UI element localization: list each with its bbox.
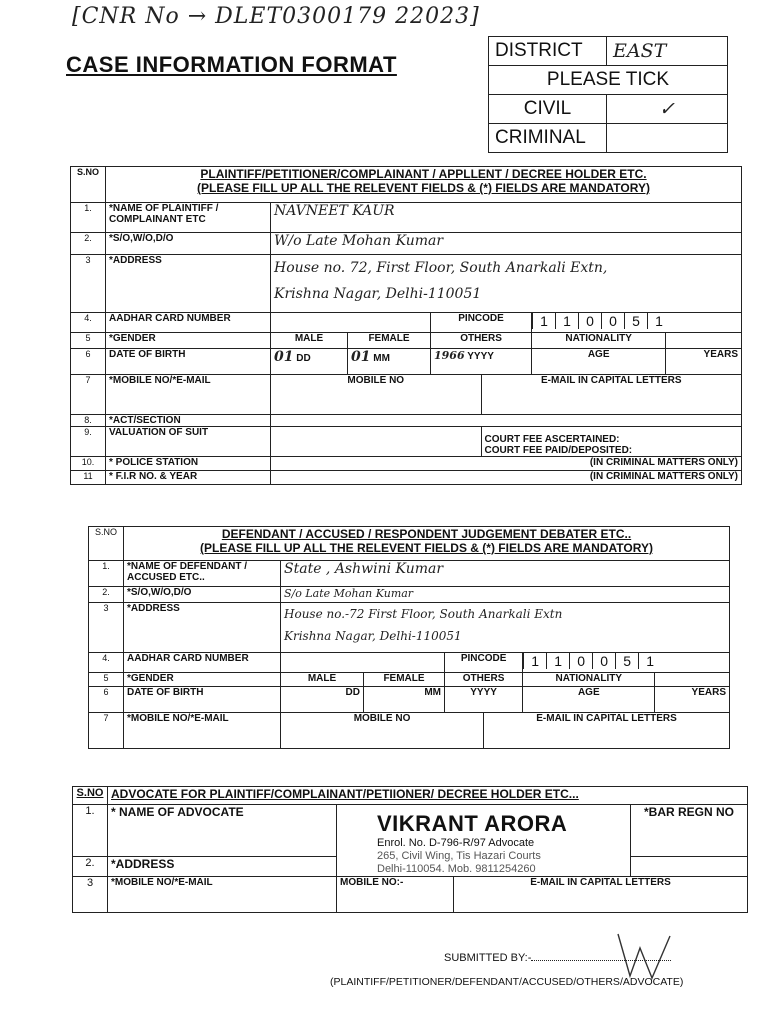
dob-label: DATE OF BIRTH — [106, 349, 271, 375]
email-field[interactable]: E-MAIL IN CAPITAL LETTERS — [481, 375, 741, 415]
advocate-stamp — [337, 805, 631, 877]
gender-label: *GENDER — [124, 673, 281, 687]
pin-digit: 0 — [592, 653, 615, 669]
civil-checkbox[interactable]: ✓ — [607, 95, 728, 124]
email-field[interactable]: E-MAIL IN CAPITAL LETTERS — [484, 713, 730, 749]
mobile-field[interactable]: MOBILE NO — [281, 713, 484, 749]
pin-digit: 0 — [569, 653, 592, 669]
male-option[interactable]: MALE — [271, 333, 348, 349]
district-value[interactable]: EAST — [607, 37, 728, 66]
defendant-heading: DEFENDANT / ACCUSED / RESPONDENT JUDGEMENT DEBATER ETC.. (PLEASE FILL UP ALL THE RELEVENT FIELDS & (*) FIELDS ARE MANDATORY) — [124, 527, 730, 561]
sno-header: S.NO — [71, 167, 106, 203]
nationality-field[interactable] — [655, 673, 730, 687]
district-label: DISTRICT — [489, 37, 607, 66]
dob-day-field[interactable]: DD — [281, 687, 364, 713]
pin-digit: 5 — [624, 313, 647, 329]
dob-month-field[interactable]: 01 MM — [348, 349, 431, 375]
pin-digit: 1 — [523, 653, 546, 669]
plaintiff-address-label: *ADDRESS — [106, 255, 271, 313]
police-station-field[interactable]: (IN CRIMINAL MATTERS ONLY) — [271, 457, 742, 471]
mobile-email-label: *MOBILE NO/*E-MAIL — [124, 713, 281, 749]
mobile-email-label: *MOBILE NO/*E-MAIL — [108, 877, 337, 913]
mobile-field[interactable]: MOBILE NO:- — [337, 877, 454, 913]
row-number: 4. — [71, 313, 106, 333]
row-number: 6 — [71, 349, 106, 375]
defendant-name-label: *NAME OF DEFENDANT / ACCUSED ETC.. — [124, 561, 281, 587]
sno-header: S.NO — [89, 527, 124, 561]
advocate-address-label: *ADDRESS — [108, 856, 337, 876]
row-number: 11 — [71, 471, 106, 485]
court-fee-field[interactable]: COURT FEE ASCERTAINED: COURT FEE PAID/DEPOSITED: — [481, 427, 741, 457]
pin-digit: 1 — [647, 313, 670, 329]
page-title: CASE INFORMATION FORMAT — [66, 52, 397, 77]
nationality-label: NATIONALITY — [523, 673, 655, 687]
enrol-number: Enrol. No. D-796-R/97 Advocate — [377, 837, 535, 849]
plaintiff-table — [70, 166, 742, 485]
mobile-field[interactable]: MOBILE NO — [271, 375, 482, 415]
row-number: 6 — [89, 687, 124, 713]
bar-regn-label: *BAR REGN NO — [631, 805, 748, 857]
dob-year-field[interactable]: 1966 YYYY — [431, 349, 532, 375]
criminal-checkbox[interactable] — [607, 124, 728, 153]
district-box — [488, 36, 728, 153]
years-field[interactable]: YEARS — [666, 349, 742, 375]
dob-label: DATE OF BIRTH — [124, 687, 281, 713]
pin-digit: 0 — [601, 313, 624, 329]
row-number: 5 — [89, 673, 124, 687]
years-field[interactable]: YEARS — [655, 687, 730, 713]
defendant-name-field[interactable]: State , Ashwini Kumar — [281, 561, 730, 587]
act-section-field[interactable] — [271, 415, 742, 427]
row-number: 2. — [89, 587, 124, 603]
row-number: 1. — [71, 203, 106, 233]
pincode-field[interactable] — [523, 653, 730, 673]
row-number: 7 — [71, 375, 106, 415]
row-number: 2. — [71, 233, 106, 255]
row-number: 10. — [71, 457, 106, 471]
row-number: 3 — [89, 603, 124, 653]
criminal-label: CRIMINAL — [489, 124, 607, 153]
advocate-name-label: * NAME OF ADVOCATE — [108, 805, 337, 857]
pincode-label: PINCODE — [445, 653, 523, 673]
civil-label: CIVIL — [489, 95, 607, 124]
row-number: 2. — [73, 856, 108, 876]
suit-valuation-field[interactable] — [271, 427, 482, 457]
suit-valuation-label: VALUATION OF SUIT — [106, 427, 271, 457]
cnr-number: [CNR No → DLET0300179 22023] — [72, 4, 480, 29]
advocate-heading: ADVOCATE FOR PLAINTIFF/COMPLAINANT/PETIIONER/ DECREE HOLDER ETC... — [108, 787, 748, 805]
dob-month-field[interactable]: MM — [364, 687, 445, 713]
pin-digit: 0 — [578, 313, 601, 329]
act-section-label: *ACT/SECTION — [106, 415, 271, 427]
fir-field[interactable]: (IN CRIMINAL MATTERS ONLY) — [271, 471, 742, 485]
female-option[interactable]: FEMALE — [364, 673, 445, 687]
pin-digit: 5 — [615, 653, 638, 669]
aadhar-field[interactable] — [271, 313, 431, 333]
stamp-address: 265, Civil Wing, Tis Hazari Courts — [377, 850, 541, 862]
pin-digit: 1 — [546, 653, 569, 669]
pincode-field[interactable] — [532, 313, 742, 333]
sno-header: S.NO — [73, 787, 108, 805]
age-label: AGE — [532, 349, 666, 375]
defendant-relation-field[interactable]: S/o Late Mohan Kumar — [281, 587, 730, 603]
plaintiff-relation-label: *S/O,W/O,D/O — [106, 233, 271, 255]
row-number: 1. — [73, 805, 108, 857]
pin-digit: 1 — [532, 313, 555, 329]
age-label: AGE — [523, 687, 655, 713]
row-number: 7 — [89, 713, 124, 749]
police-station-label: * POLICE STATION — [106, 457, 271, 471]
fir-label: * F.I.R NO. & YEAR — [106, 471, 271, 485]
defendant-address-field[interactable]: House no.-72 First Floor, South Anarkali Extn Krishna Nagar, Delhi-110051 — [281, 603, 730, 653]
aadhar-label: AADHAR CARD NUMBER — [106, 313, 271, 333]
dob-year-field[interactable]: YYYY — [445, 687, 523, 713]
plaintiff-heading: PLAINTIFF/PETITIONER/COMPLAINANT / APPLLENT / DECREE HOLDER ETC. (PLEASE FILL UP ALL THE RELEVENT FIELDS & (*) FIELDS ARE MANDATORY) — [106, 167, 742, 203]
others-option[interactable]: OTHERS — [445, 673, 523, 687]
row-number: 1. — [89, 561, 124, 587]
bar-regn-field[interactable] — [631, 856, 748, 876]
plaintiff-name-field[interactable]: NAVNEET KAUR — [271, 203, 742, 233]
row-number: 9. — [71, 427, 106, 457]
row-number: 3 — [71, 255, 106, 313]
row-number: 5 — [71, 333, 106, 349]
defendant-relation-label: *S/O,W/O,D/O — [124, 587, 281, 603]
pin-digit: 1 — [555, 313, 578, 329]
defendant-address-label: *ADDRESS — [124, 603, 281, 653]
stamp-phone: Delhi-110054. Mob. 9811254260 — [377, 863, 536, 875]
row-number: 8. — [71, 415, 106, 427]
gender-label: *GENDER — [106, 333, 271, 349]
others-option[interactable]: OTHERS — [431, 333, 532, 349]
male-option[interactable]: MALE — [281, 673, 364, 687]
please-tick-label: PLEASE TICK — [489, 66, 728, 95]
mobile-email-label: *MOBILE NO/*E-MAIL — [106, 375, 271, 415]
pincode-label: PINCODE — [431, 313, 532, 333]
aadhar-field[interactable] — [281, 653, 445, 673]
dob-day-field[interactable]: 01 DD — [271, 349, 348, 375]
plaintiff-relation-field[interactable]: W/o Late Mohan Kumar — [271, 233, 742, 255]
plaintiff-name-label: *NAME OF PLAINTIFF / COMPLAINANT ETC — [106, 203, 271, 233]
pin-digit: 1 — [638, 653, 661, 669]
aadhar-label: AADHAR CARD NUMBER — [124, 653, 281, 673]
submitted-by-label: SUBMITTED BY:- — [444, 952, 671, 964]
defendant-table — [88, 526, 730, 749]
email-field[interactable]: E-MAIL IN CAPITAL LETTERS — [454, 877, 748, 913]
nationality-field[interactable] — [666, 333, 742, 349]
nationality-label: NATIONALITY — [532, 333, 666, 349]
advocate-table — [72, 786, 748, 913]
submitted-by-options: (PLAINTIFF/PETITIONER/DEFENDANT/ACCUSED/OTHERS/ADVOCATE) — [330, 976, 684, 988]
plaintiff-address-field[interactable]: House no. 72, First Floor, South Anarkali Extn, Krishna Nagar, Delhi-110051 — [271, 255, 742, 313]
row-number: 4. — [89, 653, 124, 673]
female-option[interactable]: FEMALE — [348, 333, 431, 349]
row-number: 3 — [73, 877, 108, 913]
advocate-name: VIKRANT ARORA — [377, 811, 568, 836]
